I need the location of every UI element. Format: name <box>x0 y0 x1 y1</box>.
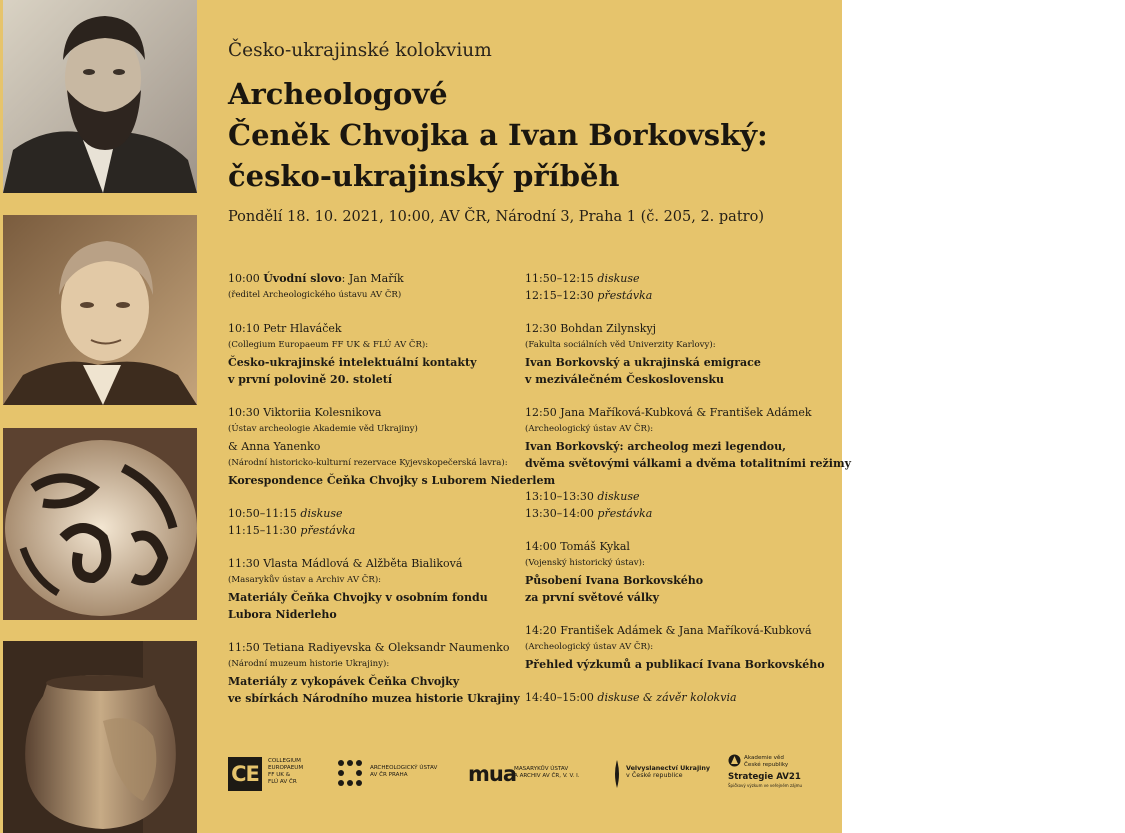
item-time: 11:30 <box>228 557 260 570</box>
item-break-label: přestávka <box>597 507 653 520</box>
program-break <box>525 488 825 522</box>
logo-embassy-ukraine <box>612 750 712 798</box>
logo-line: AV ČR PRAHA <box>370 772 408 778</box>
item-speaker: Viktoriia Kolesnikova <box>263 406 382 419</box>
item-time: 12:30 <box>525 322 557 335</box>
photo-clay-pot <box>3 641 197 833</box>
item-speaker: Jana Maříková-Kubková & František Adámek <box>560 406 812 419</box>
item-break-label: diskuse <box>597 490 640 503</box>
program-item <box>525 404 851 472</box>
logo-masarykuv-ustav <box>468 750 593 798</box>
item-talk-title: Ivan Borkovský a ukrajinská emigrace <box>525 356 761 369</box>
avcr-emblem-icon <box>728 754 741 767</box>
logo-line: MASARYKŮV ÚSTAV <box>514 766 569 772</box>
logo-line: Velvyslanectví Ukrajiny <box>626 764 711 772</box>
item-speaker: Petr Hlaváček <box>263 322 342 335</box>
program-item <box>228 270 518 304</box>
event-title <box>228 74 768 197</box>
logo-line: FLÚ AV ČR <box>268 779 297 785</box>
item-speaker: & Anna Yanenko <box>228 440 321 453</box>
ce-mark: CE <box>228 757 262 791</box>
logo-line: České republiky <box>744 762 789 768</box>
item-affiliation: (Archeologický ústav AV ČR): <box>525 424 654 434</box>
item-time: 12:50 <box>525 406 557 419</box>
item-talk-title: za první světové války <box>525 591 660 604</box>
item-time: 10:10 <box>228 322 260 335</box>
program-item <box>228 639 518 707</box>
item-speaker: Bohdan Zilynskyj <box>560 322 657 335</box>
program-item <box>228 320 518 388</box>
item-talk-title: v meziválečném Československu <box>525 373 724 386</box>
program-item <box>228 555 518 623</box>
program-item <box>525 538 825 606</box>
item-time: 13:30–14:00 <box>525 507 594 520</box>
date-venue: Pondělí 18. 10. 2021, 10:00, AV ČR, Národní 3, Praha 1 (č. 205, 2. patro) <box>228 209 764 225</box>
program-break <box>228 505 518 539</box>
logo-text <box>370 765 437 779</box>
item-talk-title: dvěma světovými válkami a dvěma totalitními režimy <box>525 457 851 470</box>
item-time: 10:00 <box>228 272 260 285</box>
item-time: 14:20 <box>525 624 557 637</box>
item-affiliation: (Vojenský historický ústav): <box>525 558 645 568</box>
item-speaker: Tomáš Kykal <box>560 540 630 553</box>
portrait-cenek-chvojka <box>3 0 197 193</box>
portrait-ivan-borkovsky <box>3 215 197 405</box>
logo-text <box>268 758 303 786</box>
item-time: 14:40–15:00 <box>525 691 594 704</box>
logo-text <box>626 765 710 779</box>
logo-akademie-ved <box>728 750 823 798</box>
strategie-label: Strategie AV21 <box>728 772 801 782</box>
program-break <box>525 270 825 304</box>
item-affiliation: (Collegium Europaeum FF UK & FLÚ AV ČR): <box>228 340 429 350</box>
item-speaker: Vlasta Mádlová & Alžběta Bialiková <box>263 557 463 570</box>
item-affiliation: (ředitel Archeologického ústavu AV ČR) <box>228 290 402 300</box>
item-affiliation: (Archeologický ústav AV ČR): <box>525 642 654 652</box>
item-speaker: : Jan Mařík <box>341 272 404 285</box>
item-affiliation: (Fakulta sociálních věd Univerzity Karlovy): <box>525 340 716 350</box>
item-break-label: diskuse <box>597 272 640 285</box>
item-time: 10:50–11:15 <box>228 507 297 520</box>
program-closing <box>525 689 825 706</box>
item-time: 13:10–13:30 <box>525 490 594 503</box>
photo-painted-bowl <box>3 428 197 620</box>
item-talk-title: Česko-ukrajinské intelektuální kontakty <box>228 356 477 369</box>
item-talk-title: v první polovině 20. století <box>228 373 393 386</box>
logo-collegium-europaeum <box>228 750 318 798</box>
item-talk-title: Lubora Niderleho <box>228 608 337 621</box>
item-break-label: diskuse <box>300 507 343 520</box>
logo-text <box>514 766 580 780</box>
item-break-label: přestávka <box>300 524 356 537</box>
item-talk-title: Materiály Čeňka Chvojky v osobním fondu <box>228 591 488 604</box>
item-time: 11:50–12:15 <box>525 272 594 285</box>
logo-line: EUROPAEUM <box>268 765 304 771</box>
item-talk-title: ve sbírkách Národního muzea historie Ukrajiny <box>228 692 520 705</box>
item-talk-title: Korespondence Čeňka Chvojky s Luborem Niederlem <box>228 474 556 487</box>
item-talk-title: Ivan Borkovský: archeolog mezi legendou, <box>525 440 786 453</box>
event-subtitle: Česko-ukrajinské kolokvium <box>228 40 492 61</box>
strategie-sub: Špičkový výzkum ve veřejném zájmu <box>728 783 803 788</box>
program-item <box>525 320 825 388</box>
item-time: 11:15–11:30 <box>228 524 297 537</box>
logo-text <box>744 755 788 769</box>
item-time: 10:30 <box>228 406 260 419</box>
item-label: Úvodní slovo <box>263 272 342 285</box>
title-line: Archeologové <box>228 77 448 111</box>
logo-line: A ARCHIV AV ČR, V. V. I. <box>514 773 580 779</box>
item-affiliation: (Národní historicko-kulturní rezervace Kyjevskopečerská lavra): <box>228 458 508 468</box>
partner-logos <box>0 750 842 800</box>
item-talk-title: Materiály z vykopávek Čeňka Chvojky <box>228 675 460 688</box>
arup-dots-icon <box>336 758 364 788</box>
title-line: Čeněk Chvojka a Ivan Borkovský: <box>228 118 768 152</box>
item-affiliation: (Masarykův ústav a Archiv AV ČR): <box>228 575 382 585</box>
item-break-label: diskuse & závěr kolokvia <box>597 691 737 704</box>
item-speaker: Tetiana Radiyevska & Oleksandr Naumenko <box>263 641 510 654</box>
item-talk-title: Působení Ivana Borkovského <box>525 574 704 587</box>
item-affiliation: (Národní muzeum historie Ukrajiny): <box>228 659 390 669</box>
program-item <box>525 622 825 673</box>
item-speaker: František Adámek & Jana Maříková-Kubková <box>560 624 812 637</box>
item-break-label: přestávka <box>597 289 653 302</box>
logo-line: Akademie věd <box>744 755 784 761</box>
logo-line: COLLEGIUM <box>268 758 301 764</box>
embassy-emblem-icon <box>612 758 622 790</box>
logo-line: ARCHEOLOGICKÝ ÚSTAV <box>370 765 438 771</box>
program-column-right <box>525 270 851 722</box>
item-affiliation: (Ústav archeologie Akademie věd Ukrajiny) <box>228 424 418 434</box>
item-time: 12:15–12:30 <box>525 289 594 302</box>
item-time: 11:50 <box>228 641 260 654</box>
item-talk-title: Přehled výzkumů a publikací Ivana Borkovského <box>525 658 825 671</box>
logo-archeologicky-ustav <box>336 750 446 798</box>
mua-mark: mua <box>468 762 517 786</box>
title-line: česko-ukrajinský příběh <box>228 159 620 193</box>
item-time: 14:00 <box>525 540 557 553</box>
logo-line: FF UK & <box>268 772 291 778</box>
logo-line: v České republice <box>626 771 683 779</box>
